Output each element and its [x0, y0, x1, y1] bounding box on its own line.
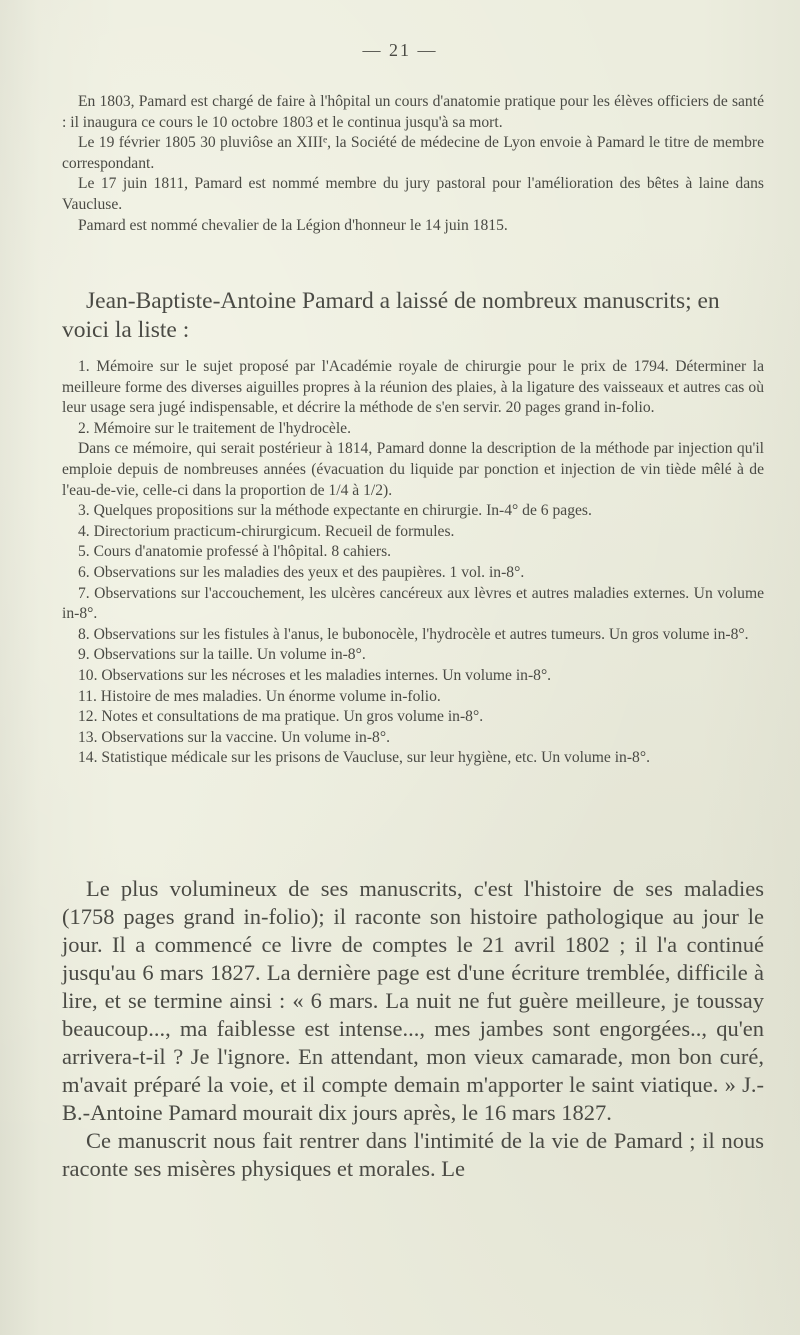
body-paragraph: Ce manuscrit nous fait rentrer dans l'intimité de la vie de Pamard ; il nous raconte ses misères physiques et morales. Le — [62, 1128, 764, 1181]
event-paragraph: En 1803, Pamard est chargé de faire à l'hôpital un cours d'anatomie pratique pour les élèves officiers de santé : il inaugura ce cours le 10 octobre 1803 et le continua jusqu'à sa mort. — [62, 93, 764, 131]
list-item: 4. Directorium practicum-chirurgicum. Recueil de formules. — [78, 522, 455, 540]
page-number: — 21 — — [362, 40, 438, 60]
list-item: 13. Observations sur la vaccine. Un volume in-8°. — [78, 728, 390, 746]
list-item: 7. Observations sur l'accouchement, les ulcères cancéreux aux lèvres et autres maladies externes. Un volume in-8°. — [62, 584, 764, 623]
list-item: 1. Mémoire sur le sujet proposé par l'Académie royale de chirurgie pour le prix de 1794. Déterminer la meilleure forme des diverses aiguilles propres à la réunion des plaies, à la ligature des vaisseaux et autres cas où leur usage sera jugé indispensable, et décrire la méthode de s'en servir. 20 pages grand in-folio. — [62, 358, 764, 417]
events-section — [62, 92, 764, 236]
list-item: 3. Quelques propositions sur la méthode expectante en chirurgie. In-4° de 6 pages. — [78, 502, 592, 520]
list-item: 8. Observations sur les fistules à l'anus, le bubonocèle, l'hydrocèle et autres tumeurs. Un gros volume in-8°. — [78, 625, 749, 643]
body-paragraph: Le plus volumineux de ses manuscrits, c'est l'histoire de ses maladies (1758 pages grand in-folio); il raconte son histoire pathologique au jour le jour. Il a commencé ce livre de comptes le 21 avril 1802 ; il l'a continué jusqu'au 6 mars 1827. La dernière page est d'une écriture tremblée, difficile à lire, et se termine ainsi : « 6 mars. La nuit ne fut guère meilleure, je toussay beaucoup..., ma faiblesse est intense..., mes jambes sont engorgées.., qu'en arrivera-t-il ? Je l'ignore. En attendant, mon vieux camarade, mon bon curé, m'avait préparé la voie, et il compte demain m'apporter le saint viatique. » J.-B.-Antoine Pamard mourait dix jours après, le 16 mars 1827. — [62, 876, 764, 1125]
manuscripts-intro — [62, 287, 764, 345]
list-item: 2. Mémoire sur le traitement de l'hydrocèle. — [78, 419, 352, 437]
intro-paragraph: Jean-Baptiste-Antoine Pamard a laissé de nombreux manuscrits; en voici la liste : — [62, 288, 720, 343]
event-paragraph: Pamard est nommé chevalier de la Légion d'honneur le 14 juin 1815. — [78, 216, 508, 234]
event-paragraph: Le 19 février 1805 30 pluviôse an XIIIᵉ, la Société de médecine de Lyon envoie à Pamard le titre de membre correspondant. — [62, 134, 764, 172]
list-item: 10. Observations sur les nécroses et les maladies internes. Un volume in-8°. — [78, 666, 552, 684]
closing-section — [62, 875, 764, 1183]
list-item: 5. Cours d'anatomie professé à l'hôpital. 8 cahiers. — [78, 543, 392, 561]
list-item: 6. Observations sur les maladies des yeux et des paupières. 1 vol. in-8°. — [78, 563, 525, 581]
list-item: 14. Statistique médicale sur les prisons de Vaucluse, sur leur hygiène, etc. Un volume in-8°. — [78, 749, 650, 767]
list-item: 12. Notes et consultations de ma pratique. Un gros volume in-8°. — [78, 708, 484, 726]
list-item: Dans ce mémoire, qui serait postérieur à 1814, Pamard donne la description de la méthode par injection qu'il emploie depuis de nombreuses années (évacuation du liquide par ponction et injection de vin tiède mêlé à de l'eau-de-vie, celle-ci dans la proportion de 1/4 à 1/2). — [62, 440, 764, 499]
list-item: 11. Histoire de mes maladies. Un énorme volume in-folio. — [78, 687, 441, 705]
event-paragraph: Le 17 juin 1811, Pamard est nommé membre du jury pastoral pour l'amélioration des bêtes à laine dans Vaucluse. — [62, 175, 764, 213]
list-item: 9. Observations sur la taille. Un volume in-8°. — [78, 646, 366, 664]
manuscript-list — [62, 357, 764, 769]
